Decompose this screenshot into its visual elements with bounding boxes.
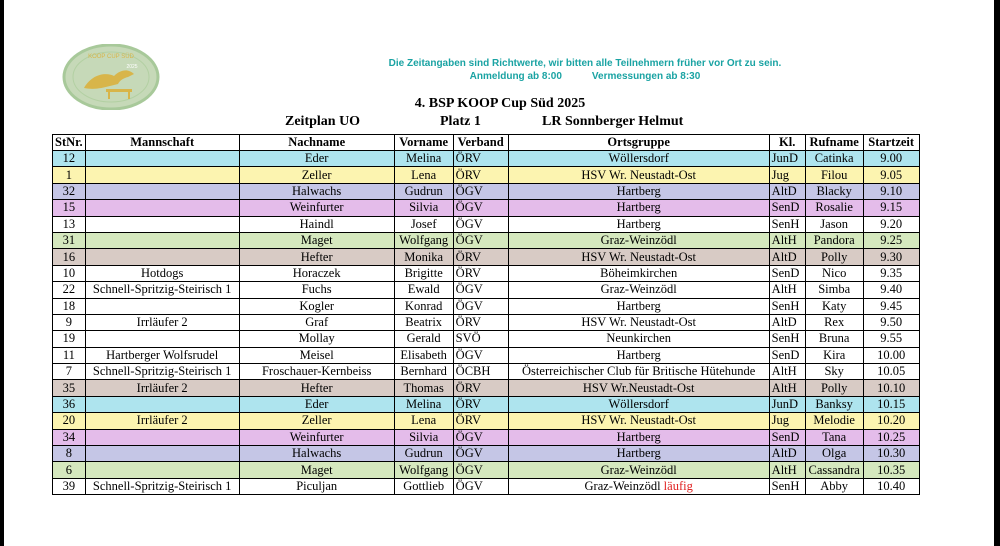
table-row	[53, 232, 920, 248]
cell-callname: Polly	[805, 249, 863, 265]
cell-class: AltH	[769, 462, 805, 478]
cell-firstname: Silvia	[394, 200, 453, 216]
cell-class: AltD	[769, 446, 805, 462]
cell-association: ÖGV	[453, 298, 508, 314]
table-row	[53, 151, 920, 167]
cell-stnr: 18	[53, 298, 86, 314]
cell-group: Graz-Weinzödl	[508, 462, 769, 478]
cell-starttime: 9.45	[863, 298, 919, 314]
cell-starttime: 9.30	[863, 249, 919, 265]
cell-firstname: Ewald	[394, 282, 453, 298]
cell-stnr: 7	[53, 364, 86, 380]
cell-class: SenD	[769, 429, 805, 445]
cell-association: ÖGV	[453, 200, 508, 216]
cell-team: Irrläufer 2	[85, 380, 239, 396]
cell-class: AltH	[769, 364, 805, 380]
table-row	[53, 478, 920, 494]
cell-starttime: 9.10	[863, 183, 919, 199]
cell-starttime: 10.30	[863, 446, 919, 462]
page-title: 4. BSP KOOP Cup Süd 2025	[414, 96, 586, 111]
cell-lastname: Mollay	[239, 331, 394, 347]
cell-association: ÖRV	[453, 314, 508, 330]
col-header-starttime: Startzeit	[863, 135, 919, 151]
cell-lastname: Maget	[239, 462, 394, 478]
cell-team	[85, 396, 239, 412]
cell-group: Hartberg	[508, 183, 769, 199]
cell-firstname: Monika	[394, 249, 453, 265]
cell-firstname: Lena	[394, 413, 453, 429]
cell-callname: Polly	[805, 380, 863, 396]
cell-callname: Olga	[805, 446, 863, 462]
cell-team: Hotdogs	[85, 265, 239, 281]
cell-association: ÖRV	[453, 167, 508, 183]
cell-stnr: 15	[53, 200, 86, 216]
cell-class: SenD	[769, 347, 805, 363]
cell-callname: Pandora	[805, 232, 863, 248]
cell-firstname: Josef	[394, 216, 453, 232]
cell-starttime: 9.25	[863, 232, 919, 248]
cell-class: JunD	[769, 396, 805, 412]
cell-lastname: Haindl	[239, 216, 394, 232]
cell-firstname: Wolfgang	[394, 232, 453, 248]
cell-callname: Abby	[805, 478, 863, 494]
cell-lastname: Zeller	[239, 413, 394, 429]
col-header-team: Mannschaft	[85, 135, 239, 151]
judge-label: LR Sonnberger Helmut	[542, 114, 684, 129]
cell-lastname: Eder	[239, 396, 394, 412]
cell-group: Böheimkirchen	[508, 265, 769, 281]
table-row	[53, 265, 920, 281]
cell-group: Hartberg	[508, 298, 769, 314]
table-row	[53, 364, 920, 380]
cell-starttime: 10.40	[863, 478, 919, 494]
cell-stnr: 35	[53, 380, 86, 396]
cell-stnr: 6	[53, 462, 86, 478]
cell-starttime: 10.35	[863, 462, 919, 478]
cell-association: ÖRV	[453, 249, 508, 265]
cell-starttime: 9.15	[863, 200, 919, 216]
cell-association: ÖGV	[453, 429, 508, 445]
cell-class: SenH	[769, 331, 805, 347]
cell-group: Wöllersdorf	[508, 151, 769, 167]
table-row	[53, 249, 920, 265]
cell-class: AltD	[769, 183, 805, 199]
table-row	[53, 331, 920, 347]
cell-group: Hartberg	[508, 347, 769, 363]
table-row	[53, 446, 920, 462]
table-row	[53, 347, 920, 363]
cell-association: ÖGV	[453, 446, 508, 462]
measuring-time: Vermessungen ab 8:30	[591, 71, 701, 82]
cell-starttime: 9.00	[863, 151, 919, 167]
cell-class: SenH	[769, 298, 805, 314]
table-row	[53, 282, 920, 298]
table-row	[53, 429, 920, 445]
cell-stnr: 9	[53, 314, 86, 330]
cell-callname: Jason	[805, 216, 863, 232]
cell-firstname: Gottlieb	[394, 478, 453, 494]
cell-starttime: 10.10	[863, 380, 919, 396]
cell-starttime: 10.25	[863, 429, 919, 445]
cell-firstname: Gerald	[394, 331, 453, 347]
cell-stnr: 20	[53, 413, 86, 429]
cell-team	[85, 462, 239, 478]
cell-stnr: 12	[53, 151, 86, 167]
cell-starttime: 10.05	[863, 364, 919, 380]
table-row	[53, 396, 920, 412]
table-header-row	[53, 135, 920, 151]
cell-group: HSV Wr.Neustadt-Ost	[508, 380, 769, 396]
cell-stnr: 11	[53, 347, 86, 363]
cell-stnr: 32	[53, 183, 86, 199]
cell-group: Österreichischer Club für Britische Hütehunde	[508, 364, 769, 380]
cell-team	[85, 200, 239, 216]
cell-callname: Rosalie	[805, 200, 863, 216]
cell-lastname: Kogler	[239, 298, 394, 314]
cell-callname: Kira	[805, 347, 863, 363]
group-name: Graz-Weinzödl	[584, 479, 661, 493]
cell-group: Hartberg	[508, 216, 769, 232]
cell-association: ÖGV	[453, 183, 508, 199]
table-row	[53, 380, 920, 396]
left-edge-border	[0, 0, 4, 546]
col-header-class: Kl.	[769, 135, 805, 151]
cell-callname: Blacky	[805, 183, 863, 199]
cell-team: Irrläufer 2	[85, 314, 239, 330]
table-row	[53, 167, 920, 183]
cell-callname: Nico	[805, 265, 863, 281]
cell-firstname: Melina	[394, 396, 453, 412]
cell-stnr: 10	[53, 265, 86, 281]
cell-team: Hartberger Wolfsrudel	[85, 347, 239, 363]
cell-association: ÖRV	[453, 380, 508, 396]
cell-callname: Banksy	[805, 396, 863, 412]
cell-group: Wöllersdorf	[508, 396, 769, 412]
cell-lastname: Maget	[239, 232, 394, 248]
cell-callname: Simba	[805, 282, 863, 298]
cell-firstname: Wolfgang	[394, 462, 453, 478]
table-row	[53, 200, 920, 216]
cell-stnr: 19	[53, 331, 86, 347]
svg-text:KOOP CUP SÜD: KOOP CUP SÜD	[88, 54, 134, 60]
cell-starttime: 9.50	[863, 314, 919, 330]
cell-starttime: 9.20	[863, 216, 919, 232]
cell-lastname: Fuchs	[239, 282, 394, 298]
cell-callname: Filou	[805, 167, 863, 183]
cell-association: ÖGV	[453, 216, 508, 232]
cell-lastname: Meisel	[239, 347, 394, 363]
col-header-firstname: Vorname	[394, 135, 453, 151]
cell-team: Schnell-Spritzig-Steirisch 1	[85, 478, 239, 494]
cell-firstname: Bernhard	[394, 364, 453, 380]
group-note: läufig	[663, 479, 693, 493]
notice-line: Die Zeitangaben sind Richtwerte, wir bitten alle Teilnehmern früher vor Ort zu sein.	[388, 58, 782, 69]
table-row	[53, 413, 920, 429]
cell-group: Graz-Weinzödl	[508, 282, 769, 298]
cell-class: SenD	[769, 200, 805, 216]
right-edge-border	[994, 0, 1000, 546]
col-header-callname: Rufname	[805, 135, 863, 151]
cell-group: HSV Wr. Neustadt-Ost	[508, 314, 769, 330]
cell-class: Jug	[769, 413, 805, 429]
table-row	[53, 216, 920, 232]
cell-lastname: Froschauer-Kernbeiss	[239, 364, 394, 380]
cell-stnr: 16	[53, 249, 86, 265]
cell-firstname: Beatrix	[394, 314, 453, 330]
cell-association: ÖGV	[453, 478, 508, 494]
cell-stnr: 39	[53, 478, 86, 494]
cell-team: Schnell-Spritzig-Steirisch 1	[85, 282, 239, 298]
cell-firstname: Elisabeth	[394, 347, 453, 363]
cell-class: JunD	[769, 151, 805, 167]
cell-association: ÖRV	[453, 265, 508, 281]
cell-class: AltD	[769, 249, 805, 265]
table-row	[53, 462, 920, 478]
cell-team	[85, 331, 239, 347]
cell-firstname: Lena	[394, 167, 453, 183]
cell-callname: Katy	[805, 298, 863, 314]
cell-stnr: 13	[53, 216, 86, 232]
cell-lastname: Halwachs	[239, 183, 394, 199]
cell-lastname: Weinfurter	[239, 200, 394, 216]
cell-firstname: Melina	[394, 151, 453, 167]
notice-times	[350, 70, 820, 83]
cell-group: Hartberg	[508, 200, 769, 216]
col-header-lastname: Nachname	[239, 135, 394, 151]
cup-logo	[62, 44, 160, 110]
cell-class: AltH	[769, 380, 805, 396]
cell-starttime: 10.15	[863, 396, 919, 412]
cell-association: ÖRV	[453, 396, 508, 412]
cell-lastname: Weinfurter	[239, 429, 394, 445]
cell-lastname: Hefter	[239, 380, 394, 396]
cell-team: Schnell-Spritzig-Steirisch 1	[85, 364, 239, 380]
table-body	[53, 151, 920, 495]
cell-association: ÖCBH	[453, 364, 508, 380]
cell-class: AltH	[769, 282, 805, 298]
cell-lastname: Zeller	[239, 167, 394, 183]
cell-association: SVÖ	[453, 331, 508, 347]
cell-group: HSV Wr. Neustadt-Ost	[508, 249, 769, 265]
cell-association: ÖRV	[453, 151, 508, 167]
registration-time: Anmeldung ab 8:00	[469, 71, 562, 82]
cell-callname: Melodie	[805, 413, 863, 429]
cell-stnr: 34	[53, 429, 86, 445]
cell-team	[85, 446, 239, 462]
cell-firstname: Silvia	[394, 429, 453, 445]
cell-stnr: 1	[53, 167, 86, 183]
cell-team	[85, 216, 239, 232]
cell-team	[85, 151, 239, 167]
col-header-stnr: StNr.	[53, 135, 86, 151]
cell-firstname: Konrad	[394, 298, 453, 314]
cell-starttime: 10.00	[863, 347, 919, 363]
cell-association: ÖRV	[453, 413, 508, 429]
cell-class: SenH	[769, 478, 805, 494]
cell-firstname: Gudrun	[394, 446, 453, 462]
cell-association: ÖGV	[453, 347, 508, 363]
cell-association: ÖGV	[453, 282, 508, 298]
cell-stnr: 22	[53, 282, 86, 298]
cell-stnr: 31	[53, 232, 86, 248]
cell-team	[85, 183, 239, 199]
cell-class: SenD	[769, 265, 805, 281]
cell-starttime: 9.40	[863, 282, 919, 298]
cell-starttime: 9.05	[863, 167, 919, 183]
schedule-table	[52, 134, 920, 495]
cell-lastname: Halwachs	[239, 446, 394, 462]
cell-group: Hartberg	[508, 429, 769, 445]
field-label: Platz 1	[440, 114, 481, 129]
col-header-association: Verband	[453, 135, 508, 151]
cell-association: ÖGV	[453, 462, 508, 478]
schedule-label: Zeitplan UO	[285, 114, 361, 129]
cell-group	[508, 478, 769, 494]
cell-lastname: Piculjan	[239, 478, 394, 494]
notice-text	[350, 57, 820, 83]
cell-callname: Catinka	[805, 151, 863, 167]
cell-team	[85, 429, 239, 445]
cell-group: Graz-Weinzödl	[508, 232, 769, 248]
cell-firstname: Thomas	[394, 380, 453, 396]
cell-group: HSV Wr. Neustadt-Ost	[508, 413, 769, 429]
cell-class: AltD	[769, 314, 805, 330]
cell-lastname: Eder	[239, 151, 394, 167]
cell-group: HSV Wr. Neustadt-Ost	[508, 167, 769, 183]
cell-lastname: Horaczek	[239, 265, 394, 281]
cell-group: Hartberg	[508, 446, 769, 462]
cell-lastname: Hefter	[239, 249, 394, 265]
cell-callname: Rex	[805, 314, 863, 330]
cell-starttime: 10.20	[863, 413, 919, 429]
cell-team	[85, 298, 239, 314]
cell-class: SenH	[769, 216, 805, 232]
cell-firstname: Brigitte	[394, 265, 453, 281]
svg-text:2025: 2025	[126, 64, 138, 70]
cell-lastname: Graf	[239, 314, 394, 330]
cell-callname: Bruna	[805, 331, 863, 347]
cell-association: ÖGV	[453, 232, 508, 248]
cell-firstname: Gudrun	[394, 183, 453, 199]
cell-class: Jug	[769, 167, 805, 183]
table-row	[53, 298, 920, 314]
cell-stnr: 36	[53, 396, 86, 412]
cell-group: Neunkirchen	[508, 331, 769, 347]
cell-team	[85, 249, 239, 265]
cell-team: Irrläufer 2	[85, 413, 239, 429]
cell-class: AltH	[769, 232, 805, 248]
table-row	[53, 183, 920, 199]
cell-callname: Sky	[805, 364, 863, 380]
cell-stnr: 8	[53, 446, 86, 462]
table-row	[53, 314, 920, 330]
cell-team	[85, 232, 239, 248]
cell-team	[85, 167, 239, 183]
col-header-group: Ortsgruppe	[508, 135, 769, 151]
cell-callname: Cassandra	[805, 462, 863, 478]
cell-callname: Tana	[805, 429, 863, 445]
cell-starttime: 9.35	[863, 265, 919, 281]
cell-starttime: 9.55	[863, 331, 919, 347]
